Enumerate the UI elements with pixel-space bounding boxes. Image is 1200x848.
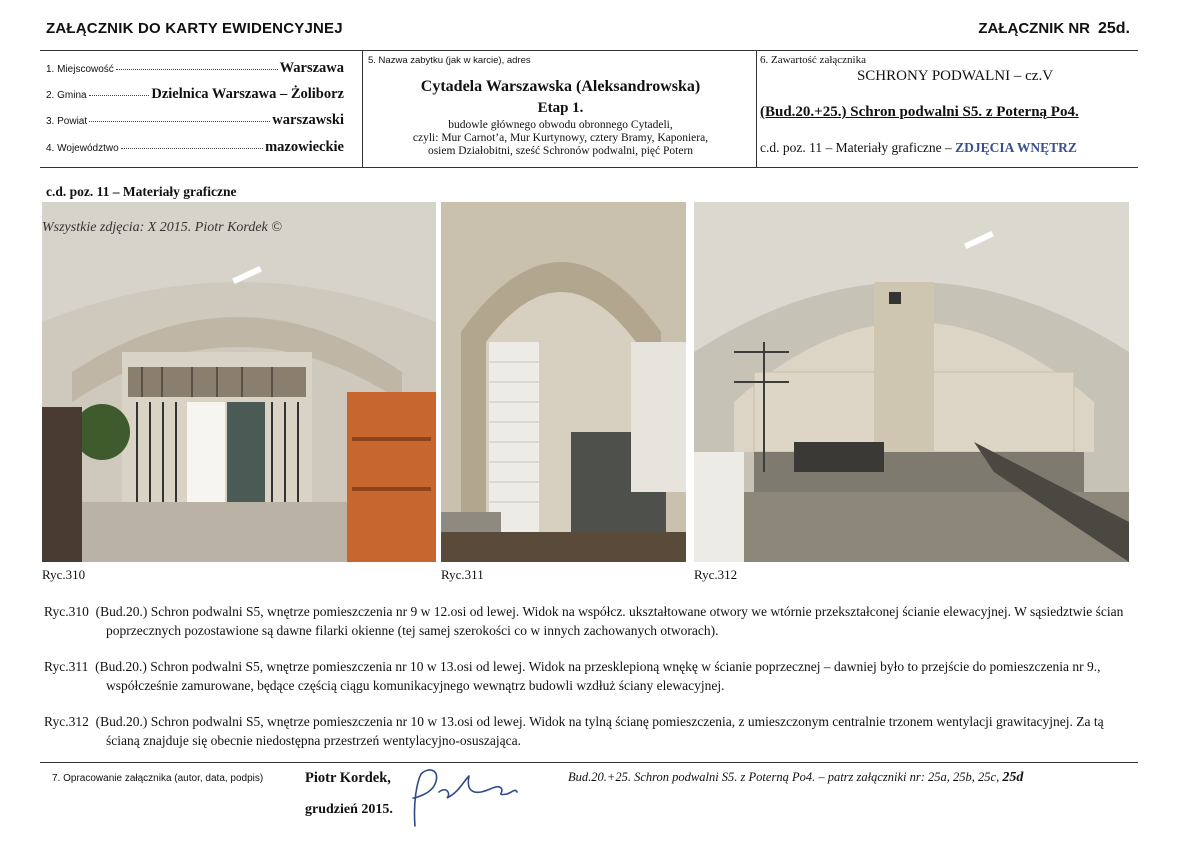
top-rule <box>40 50 1138 51</box>
field-label: 4. Województwo <box>46 143 119 154</box>
description-line: czyli: Mur Carnot’a, Mur Kurtynowy, cztery Bramy, Kaponiera, <box>412 132 709 144</box>
attachment-number <box>978 20 1130 38</box>
description-line: osiem Działobitni, sześć Schronów podwalni, pięć Potern <box>427 145 694 157</box>
monument-label: 5. Nazwa zabytku (jak w karcie), adres <box>368 55 531 66</box>
attachment-number-label: ZAŁĄCZNIK NR <box>978 20 1090 37</box>
photo-label: Ryc.312 <box>694 567 738 582</box>
field-value: warszawski <box>272 112 344 128</box>
description-line: budowle głównego obwodu obronnego Cytadeli, <box>448 119 673 131</box>
content-title: SCHRONY PODWALNI – cz.V <box>856 68 1054 84</box>
monument-description <box>368 119 753 158</box>
related-attachments <box>568 770 1023 786</box>
photo-ryc-312 <box>694 202 1129 562</box>
field-county <box>46 112 344 129</box>
field-value: Dzielnica Warszawa – Żoliborz <box>151 86 344 102</box>
field-label: 3. Powiat <box>46 116 88 127</box>
author-date: grudzień 2015. <box>305 802 393 817</box>
field-value: mazowieckie <box>265 139 344 155</box>
caption-ryc-311 <box>44 657 1134 695</box>
document-title: ZAŁĄCZNIK DO KARTY EWIDENCYJNEJ <box>46 20 343 37</box>
caption-ref: Ryc.311 <box>44 659 89 674</box>
related-current: 25d <box>1002 770 1024 785</box>
field-label: 1. Miejscowość <box>46 64 114 75</box>
caption-text: (Bud.20.) Schron podwalni S5, wnętrze pomieszczenia nr 10 w 13.osi od lewej. Widok na tylną ścianę pomieszczenia, z umieszczonym centralnie trzonem wentylacji grawitacyjnej. Za tą ścianą znajduje się obecnie niedostępna przestrzeń wentylacyjno-osuszająca. <box>95 714 1104 748</box>
table-bottom-rule <box>40 167 1138 168</box>
photo-credit: Wszystkie zdjęcia: X 2015. Piotr Kordek © <box>42 220 282 235</box>
author-label: 7. Opracowanie załącznika (autor, data, podpis) <box>52 773 264 784</box>
field-locality <box>46 60 344 77</box>
content-label: 6. Zawartość załącznika <box>760 54 866 66</box>
column-divider <box>756 50 757 167</box>
building-heading: (Bud.20.+25.) Schron podwalni S5. z Poterną Po4. <box>760 104 1079 120</box>
field-voivodeship <box>46 139 344 156</box>
photo-label: Ryc.310 <box>42 567 86 582</box>
column-divider <box>362 50 363 167</box>
caption-ryc-310 <box>44 602 1134 640</box>
monument-stage: Etap 1. <box>537 100 584 116</box>
caption-text: (Bud.20.) Schron podwalni S5, wnętrze pomieszczenia nr 10 w 13.osi od lewej. Widok na przesklepioną wnękę w ścianie poprzecznej – dawniej było to przejście do pomieszczenia nr 9., współcześnie zamurowane, będące częścią ciągu komunikacyjnego wewnątrz budowli wzdłuż ściany elewacyjnej. <box>95 659 1101 693</box>
caption-ref: Ryc.312 <box>44 714 89 729</box>
field-label: 2. Gmina <box>46 90 87 101</box>
caption-ref: Ryc.310 <box>44 604 89 619</box>
photo-ryc-311 <box>441 202 686 562</box>
section-title: c.d. poz. 11 – Materiały graficzne <box>46 184 237 199</box>
photo-ryc-310 <box>42 202 436 562</box>
caption-ryc-312 <box>44 712 1134 750</box>
caption-text: (Bud.20.) Schron podwalni S5, wnętrze pomieszczenia nr 9 w 12.osi od lewej. Widok na współcz. ukształtowane otwory we wtórnie przekształconej ścianie elewacyjnej. W sąsiedztwie ścian poprzecznych pozostawione są dawne filarki okienne (tej samej szerokości co w innych zachowanych otworach). <box>95 604 1124 638</box>
monument-name: Cytadela Warszawska (Aleksandrowska) <box>420 78 701 95</box>
photo-label: Ryc.311 <box>441 567 484 582</box>
continuation-highlight: ZDJĘCIA WNĘTRZ <box>955 140 1077 155</box>
signature <box>395 762 525 837</box>
continuation-text: c.d. poz. 11 – Materiały graficzne – <box>760 140 956 155</box>
field-commune <box>46 86 344 103</box>
field-value: Warszawa <box>279 60 344 76</box>
author-name: Piotr Kordek, <box>305 770 391 786</box>
footer-rule <box>40 762 1138 763</box>
related-text: Bud.20.+25. Schron podwalni S5. z Poterną Po4. – patrz załączniki nr: 25a, 25b, 25c, <box>568 770 1003 784</box>
content-continuation <box>760 140 1077 156</box>
attachment-number-value: 25d. <box>1097 20 1130 37</box>
